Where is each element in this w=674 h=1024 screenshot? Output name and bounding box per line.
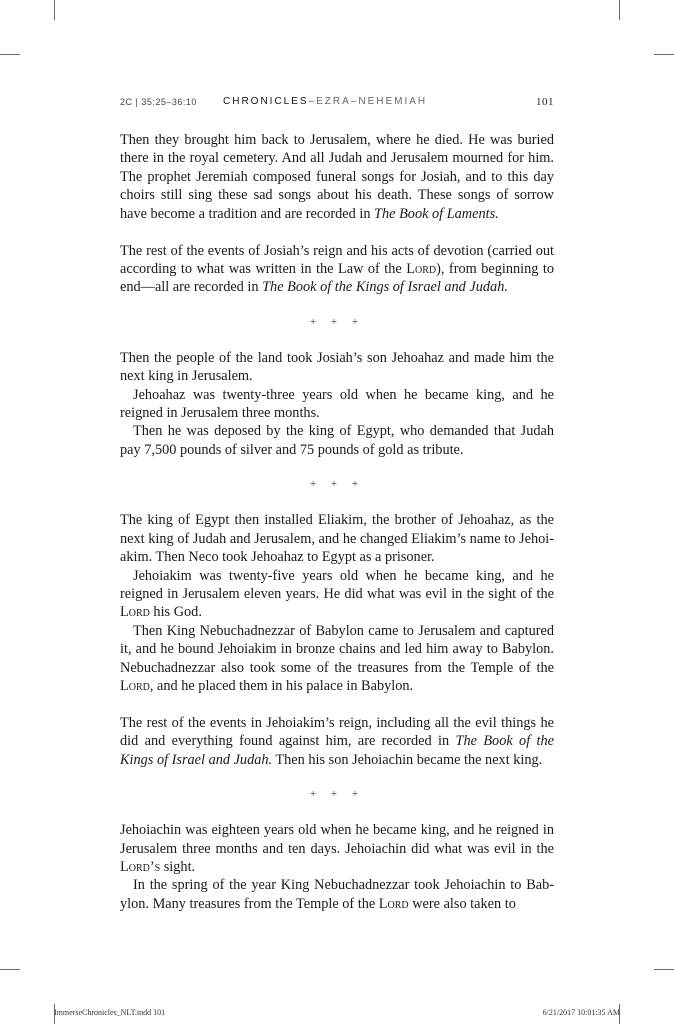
text-run: In the spring of the year King Nebuchadnezzar took Jehoiachin to Babylon. Many treasures from the Temple of the bbox=[120, 877, 554, 912]
paragraph bbox=[120, 567, 554, 622]
text-run: Jehoiakim was twenty-five years old when he became king, and he reigned in Jerusalem eleven years. He did what was evil in the sight of the bbox=[120, 567, 554, 602]
divine-name: Lord bbox=[378, 895, 409, 912]
divine-name: Lord bbox=[120, 677, 150, 694]
paragraph: The king of Egypt then installed Eliakim, the brother of Jehoahaz, as the next king of Judah and Jerusalem, and he changed Eliakim’s name to Jehoiakim. Then Neco took Jehoahaz to Egypt as a prisoner. bbox=[120, 512, 554, 566]
book-citation: The Book of the Kings of Israel and Judah. bbox=[262, 279, 508, 296]
paragraph: Then he was deposed by the king of Egypt, who demanded that Judah pay 7,500 pounds of silver and 75 pounds of gold as tribute. bbox=[120, 423, 554, 458]
slug-timestamp: 6/21/2017 10:01:35 AM bbox=[542, 1008, 620, 1017]
section-ornament: + + + bbox=[309, 478, 365, 491]
text-run: ), from beginning to end—all are recorded in bbox=[120, 261, 554, 296]
text-run: were also taken to bbox=[408, 895, 516, 912]
text-run: Then they brought him back to Jerusalem, where he died. He was buried there in the royal cemetery. And all Judah and Jerusalem mourned for him. The prophet Jeremiah composed funeral songs for Josiah, and to this day choirs still sing these sad songs about his death. These songs of sorrow have become a tradition and are recorded in bbox=[120, 132, 554, 222]
paragraph bbox=[120, 876, 554, 913]
paragraph bbox=[120, 242, 554, 297]
book-title-rest: –EZRA–NEHEMIAH bbox=[308, 96, 428, 107]
book-title-main: CHRONICLES bbox=[223, 96, 309, 107]
section-ornament: + + + bbox=[309, 788, 365, 801]
text-run: sight. bbox=[160, 858, 196, 875]
text-run: , and he placed them in his palace in Babylon. bbox=[149, 677, 414, 694]
running-head bbox=[120, 96, 554, 112]
text-run: his God. bbox=[149, 604, 202, 621]
book-citation: The Book of Laments. bbox=[374, 205, 499, 222]
paragraph bbox=[120, 131, 554, 223]
crop-mark-top-right bbox=[619, 0, 620, 20]
paragraph bbox=[120, 821, 554, 876]
chapter-reference: 2C | 35:25–36:10 bbox=[120, 97, 197, 107]
divine-name: Lord bbox=[406, 261, 437, 278]
text-run: Then King Nebuchadnezzar of Babylon came to Jerusalem and captured it, and he bound Jehoiakim in bronze chains and led him away to Babylon. Nebuchadnezzar also took some of the treasures from the Temple of the bbox=[120, 622, 554, 676]
crop-mark-left-lower bbox=[0, 969, 20, 970]
crop-mark-left-upper bbox=[0, 54, 20, 55]
slug-filename: ImmerseChronicles_NLT.indd 101 bbox=[54, 1008, 166, 1017]
text-run: Then his son Jehoiachin became the next king. bbox=[272, 751, 543, 768]
text-run: Jehoiachin was eighteen years old when he became king, and he reigned in Jerusalem three months and ten days. Jehoiachin did what was evil in the bbox=[120, 822, 554, 857]
crop-mark-right-upper bbox=[654, 54, 674, 55]
paragraph bbox=[120, 714, 554, 769]
section-ornament: + + + bbox=[309, 315, 365, 328]
body-text bbox=[120, 131, 554, 913]
divine-name: Lord bbox=[120, 604, 150, 621]
crop-mark-right-lower bbox=[654, 969, 674, 970]
paragraph: Then the people of the land took Josiah’s son Jehoahaz and made him the next king in Jerusalem. bbox=[120, 349, 554, 385]
paragraph bbox=[120, 622, 554, 696]
page-number: 101 bbox=[536, 96, 554, 108]
book-title bbox=[223, 96, 427, 107]
text-run: The rest of the events of Josiah’s reign and his acts of devotion (carried out according to what was written in the Law of the bbox=[120, 242, 554, 278]
book-citation: The Book of the Kings of Israel and Judah. bbox=[120, 733, 554, 768]
paragraph: Jehoahaz was twenty-three years old when he became king, and he reigned in Jerusalem three months. bbox=[120, 386, 554, 422]
text-run: The rest of the events in Jehoiakim’s reign, including all the evil things he did and everything found against him, are recorded in bbox=[120, 714, 554, 750]
divine-name: Lord’s bbox=[120, 858, 161, 875]
crop-mark-top-left bbox=[54, 0, 55, 20]
